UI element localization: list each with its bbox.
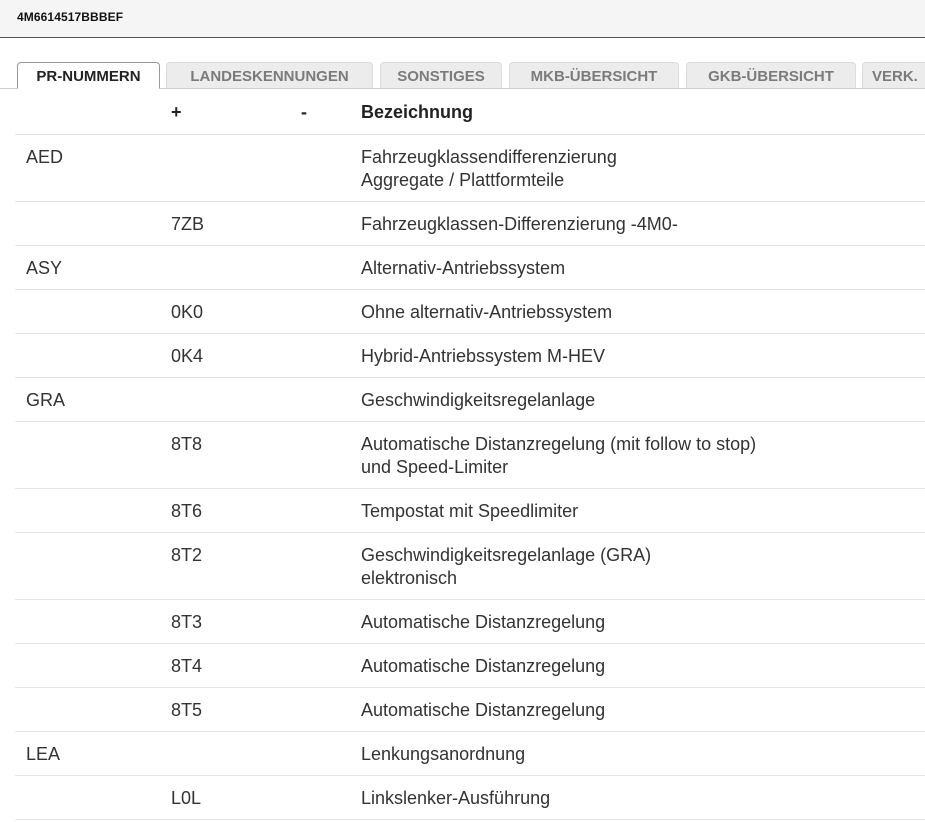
column-header-minus: - [301,102,307,122]
description-line: Alternativ-Antriebssystem [361,258,566,278]
description [361,257,921,280]
description-line: Linkslenker-Ausführung [361,788,551,808]
description-line: Automatische Distanzregelung [361,656,606,676]
pr-code: 8T2 [171,545,203,565]
tab-mkb-uebersicht[interactable]: MKB-ÜBERSICHT [509,62,679,89]
description-line: Tempostat mit Speedlimiter [361,501,579,521]
pr-code: 8T8 [171,434,203,454]
description-line: Lenkungsanordnung [361,744,526,764]
description [361,389,921,412]
column-header-description: Bezeichnung [361,102,474,122]
tab-landeskennungen[interactable]: LANDESKENNUNGEN [166,62,373,89]
description [361,433,921,479]
description [361,787,921,810]
table-row [15,644,925,688]
tab-sonstiges[interactable]: SONSTIGES [380,62,502,89]
description-line: Automatische Distanzregelung [361,612,606,632]
description [361,699,921,722]
column-header-plus: + [171,102,182,122]
description-line: Geschwindigkeitsregelanlage [361,390,596,410]
table-row [15,246,925,290]
description-line: Ohne alternativ-Antriebssystem [361,302,613,322]
description [361,611,921,634]
pr-code: L0L [171,788,202,808]
family-code: LEA [26,744,61,764]
table-header [15,90,925,135]
table-row [15,378,925,422]
description-line: Aggregate / Plattformteile [361,170,565,190]
description [361,345,921,368]
table-row [15,688,925,732]
description [361,500,921,523]
description [361,743,921,766]
description [361,146,921,192]
tab-pr-nummern[interactable]: PR-NUMMERN [17,62,160,89]
table-row [15,600,925,644]
description-line: Fahrzeugklassen-Differenzierung -4M0- [361,214,678,234]
pr-code: 8T5 [171,700,203,720]
tab-gkb-uebersicht[interactable]: GKB-ÜBERSICHT [686,62,856,89]
pr-code: 0K0 [171,302,204,322]
description [361,544,921,590]
table-row [15,732,925,776]
description-line: Geschwindigkeitsregelanlage (GRA) [361,545,652,565]
description-line: elektronisch [361,568,458,588]
table-row [15,422,925,489]
family-code: GRA [26,390,66,410]
tab-verk[interactable]: VERK. [862,62,925,89]
table-row [15,202,925,246]
description-line: Fahrzeugklassendifferenzierung [361,147,617,167]
description-line: und Speed-Limiter [361,457,509,477]
family-code: AED [26,147,64,167]
table-row [15,290,925,334]
table-row [15,489,925,533]
pr-number-table [15,90,925,820]
description [361,655,921,678]
pr-code: 0K4 [171,346,204,366]
vehicle-header [0,0,925,38]
pr-code: 8T6 [171,501,203,521]
table-row [15,533,925,600]
table-row [15,334,925,378]
tab-bar [0,62,925,89]
family-code: ASY [26,258,63,278]
description-line: Automatische Distanzregelung (mit follow to stop) [361,434,757,454]
description [361,213,921,236]
vin-number: 4M6614517BBBEF [17,10,124,24]
description-line: Automatische Distanzregelung [361,700,606,720]
table-row [15,135,925,202]
pr-code: 8T4 [171,656,203,676]
pr-code: 8T3 [171,612,203,632]
table-row [15,776,925,820]
description-line: Hybrid-Antriebssystem M-HEV [361,346,606,366]
description [361,301,921,324]
pr-code: 7ZB [171,214,205,234]
